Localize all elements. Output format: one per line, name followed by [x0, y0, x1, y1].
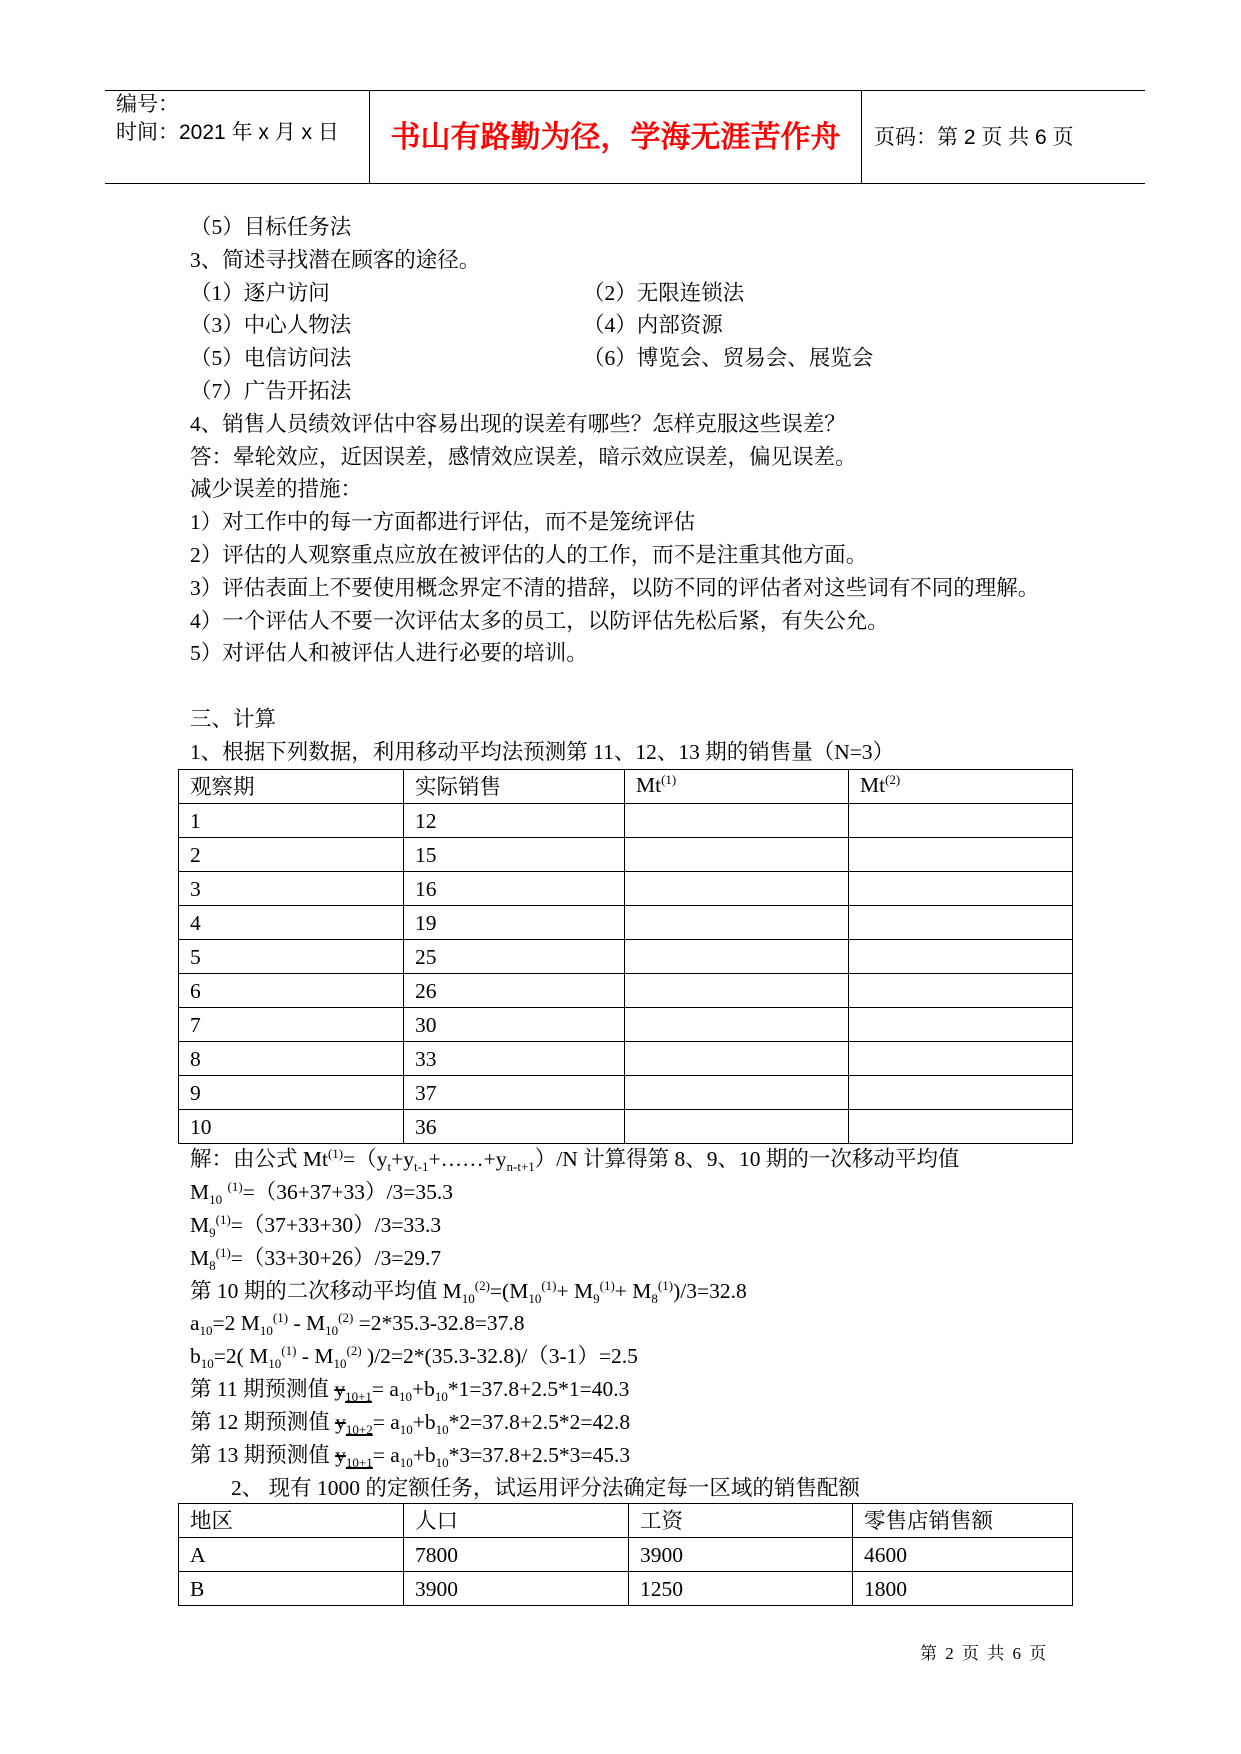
- solution-line-forecast-11: [190, 1373, 959, 1406]
- subscript: 10+1: [345, 1389, 372, 1405]
- mt1-cell: [625, 1042, 849, 1076]
- method-item: （3）中心人物法: [190, 313, 352, 338]
- measure-item: 3）评估表面上不要使用概念界定不清的措辞，以防不同的评估者对这些词有不同的理解。: [190, 575, 1040, 600]
- subscript: n-t+1: [506, 1159, 535, 1174]
- header-superscript: (1): [661, 772, 677, 787]
- subscript: 10: [434, 1389, 448, 1405]
- text: +b: [412, 1443, 436, 1468]
- solution-line-a10: [190, 1307, 959, 1340]
- text: )/2=2*(35.3-32.8)/（3-1）=2.5: [361, 1344, 638, 1369]
- header-bottom-rule: [105, 183, 1145, 184]
- text: )/3=32.8: [673, 1278, 747, 1303]
- table-row: [179, 1042, 1073, 1076]
- subscript: 10: [259, 1323, 273, 1339]
- text: - M: [288, 1311, 326, 1336]
- superscript: (2): [338, 1310, 354, 1326]
- period-cell: 6: [179, 974, 404, 1008]
- header-motto: 书山有路勤为径，学海无涯苦作舟: [390, 121, 841, 154]
- subscript: 10: [199, 1323, 213, 1339]
- text: M: [190, 1212, 210, 1237]
- subscript: 10: [435, 1422, 449, 1438]
- table-header-cell: [404, 770, 625, 804]
- header-text: Mt: [860, 773, 886, 797]
- text: M: [190, 1179, 210, 1204]
- sales-cell: 37: [404, 1076, 625, 1110]
- solution-line-formula: [190, 1143, 959, 1176]
- text: 第 12 期预测值: [190, 1410, 336, 1435]
- question-4: 4、销售人员绩效评估中容易出现的误差有哪些？怎样克服这些误差？: [190, 411, 846, 436]
- text: *2=37.8+2.5*2=42.8: [448, 1410, 631, 1435]
- mt2-cell: [849, 804, 1073, 838]
- header-text: 实际销售: [415, 774, 502, 799]
- forecast-symbol: [335, 1410, 373, 1438]
- text: +b: [412, 1410, 436, 1435]
- solution-line-forecast-13: [190, 1439, 959, 1472]
- sales-cell: 36: [404, 1110, 625, 1144]
- table-row: [179, 1110, 1073, 1144]
- table-row: [179, 872, 1073, 906]
- retail-sales-cell: 4600: [853, 1538, 1073, 1572]
- text: =（y: [343, 1147, 388, 1171]
- subscript: 9: [209, 1224, 216, 1240]
- solution-line-b10: [190, 1340, 959, 1373]
- period-cell: 8: [179, 1042, 404, 1076]
- table-header-cell: 零售店销售额: [853, 1504, 1073, 1538]
- answer-4: 答：晕轮效应，近因误差，感情效应误差，暗示效应误差，偏见误差。: [190, 444, 857, 469]
- mt1-cell: [625, 804, 849, 838]
- table-row: [179, 804, 1073, 838]
- text: =2 M: [212, 1311, 260, 1336]
- text: = a: [372, 1443, 400, 1468]
- wage-cell: 3900: [629, 1538, 853, 1572]
- superscript: (1): [281, 1343, 297, 1359]
- methods-row: [190, 309, 1039, 342]
- region-quota-table: [178, 1503, 1073, 1606]
- measure-item: 5）对评估人和被评估人进行必要的培训。: [190, 641, 588, 666]
- period-cell: 3: [179, 872, 404, 906]
- sales-cell: 16: [404, 872, 625, 906]
- subscript: 10: [268, 1356, 282, 1372]
- method-item: （7）广告开拓法: [190, 378, 352, 403]
- sales-cell: 26: [404, 974, 625, 1008]
- table-row: [179, 1008, 1073, 1042]
- subscript: t-1: [414, 1159, 429, 1174]
- method-item: （5）电信访问法: [190, 346, 352, 371]
- text: *1=37.8+2.5*1=40.3: [447, 1377, 630, 1402]
- text: + M: [556, 1278, 594, 1303]
- table-row: [179, 1076, 1073, 1110]
- text: 第 11 期预测值: [190, 1377, 335, 1402]
- mt2-cell: [849, 974, 1073, 1008]
- sales-cell: 25: [404, 940, 625, 974]
- mt1-cell: [625, 940, 849, 974]
- table-row: [179, 906, 1073, 940]
- population-cell: 7800: [404, 1538, 629, 1572]
- section-three-title: 三、计算: [190, 706, 277, 731]
- subscript: 8: [209, 1257, 216, 1273]
- forecast-symbol: [335, 1443, 373, 1471]
- subscript: 10: [399, 1422, 413, 1438]
- table-header-cell: 地区: [179, 1504, 404, 1538]
- solution-line-m10: [190, 1176, 959, 1209]
- mt2-cell: [849, 872, 1073, 906]
- mt1-cell: [625, 838, 849, 872]
- table-row: [179, 838, 1073, 872]
- text: =2( M: [213, 1344, 269, 1369]
- solution-line-second-average: [190, 1275, 959, 1308]
- subscript: 10: [200, 1356, 214, 1372]
- measure-item: 2）评估的人观察重点应放在被评估的人的工作，而不是注重其他方面。: [190, 542, 868, 567]
- mt1-cell: [625, 906, 849, 940]
- mt1-cell: [625, 872, 849, 906]
- sales-cell: 30: [404, 1008, 625, 1042]
- methods-row: [190, 375, 1039, 408]
- sales-data-table: [178, 769, 1073, 1144]
- header-text: Mt: [636, 773, 662, 797]
- period-cell: 5: [179, 940, 404, 974]
- text: - M: [296, 1344, 334, 1369]
- document-number-label: 编号：: [116, 93, 179, 116]
- solution-line-m8: [190, 1242, 959, 1275]
- text: b: [190, 1344, 201, 1369]
- method-item: （2）无限连锁法: [583, 280, 745, 305]
- method-item: （4）内部资源: [583, 313, 723, 338]
- item-target-task-method: （5）目标任务法: [190, 215, 352, 239]
- text: y: [335, 1443, 346, 1468]
- method-item: （1）逐户访问: [190, 280, 330, 305]
- text: =(M: [489, 1278, 529, 1303]
- text: =2*35.3-32.8=37.8: [353, 1311, 525, 1336]
- mt2-cell: [849, 838, 1073, 872]
- mt2-cell: [849, 940, 1073, 974]
- header-page-label: 页码：第 2 页 共 6 页: [874, 126, 1074, 149]
- table-row: [179, 974, 1073, 1008]
- subscript: 10: [528, 1290, 542, 1306]
- measure-item: 1）对工作中的每一方面都进行评估，而不是笼统评估: [190, 510, 696, 535]
- subscript: 10: [399, 1455, 413, 1471]
- text: M: [190, 1245, 210, 1270]
- blank-line: [190, 670, 1039, 703]
- measure-item: 4）一个评估人不要一次评估太多的员工，以防评估先松后紧，有失公允。: [190, 608, 889, 633]
- retail-sales-cell: 1800: [853, 1572, 1073, 1606]
- mt1-cell: [625, 1110, 849, 1144]
- header-top-rule: [105, 90, 1145, 91]
- mt1-cell: [625, 1076, 849, 1110]
- superscript: (1): [215, 1244, 231, 1260]
- table-header-row: [179, 1504, 1073, 1538]
- table-header-cell: 工资: [629, 1504, 853, 1538]
- period-cell: 7: [179, 1008, 404, 1042]
- sales-cell: 33: [404, 1042, 625, 1076]
- period-cell: 9: [179, 1076, 404, 1110]
- question-3: 3、简述寻找潜在顾客的途径。: [190, 247, 481, 272]
- subscript: 10: [435, 1455, 449, 1471]
- mt2-cell: [849, 1110, 1073, 1144]
- table-header-row: [179, 770, 1073, 804]
- text: 第 13 期预测值: [190, 1443, 336, 1468]
- methods-row: [190, 277, 1039, 310]
- period-cell: 4: [179, 906, 404, 940]
- section-two-content: [190, 211, 1039, 769]
- measures-title: 减少误差的措施：: [190, 477, 363, 502]
- sales-cell: 15: [404, 838, 625, 872]
- subscript: 10: [325, 1323, 339, 1339]
- mt1-cell: [625, 1008, 849, 1042]
- sales-cell: 12: [404, 804, 625, 838]
- methods-row: [190, 342, 1039, 375]
- text: y: [335, 1410, 346, 1435]
- text: =（33+30+26）/3=29.7: [230, 1245, 442, 1270]
- text: + M: [614, 1278, 652, 1303]
- solution-line-m9: [190, 1209, 959, 1242]
- wage-cell: 1250: [629, 1572, 853, 1606]
- forecast-symbol: [334, 1377, 372, 1405]
- header-text: 观察期: [190, 774, 255, 799]
- text: =（37+33+30）/3=33.3: [230, 1212, 442, 1237]
- text: =（36+37+33）/3=35.3: [242, 1179, 454, 1204]
- region-cell: A: [179, 1538, 404, 1572]
- document-time-label: 时间：2021 年 x 月 x 日: [116, 121, 339, 144]
- text: 解：由公式 Mt: [190, 1147, 328, 1171]
- text: = a: [371, 1377, 399, 1402]
- header-divider-right: [861, 90, 862, 184]
- subscript: 8: [651, 1290, 658, 1306]
- superscript: (2): [474, 1277, 490, 1293]
- table-header-cell: 人口: [404, 1504, 629, 1538]
- header-superscript: (2): [885, 772, 901, 787]
- subscript: 10: [461, 1290, 475, 1306]
- table-header-cell: [625, 770, 849, 804]
- region-cell: B: [179, 1572, 404, 1606]
- superscript: (2): [346, 1343, 362, 1359]
- period-cell: 2: [179, 838, 404, 872]
- superscript: (1): [215, 1211, 231, 1227]
- text: +y: [391, 1147, 415, 1171]
- solution-line-forecast-12: [190, 1406, 959, 1439]
- sales-cell: 19: [404, 906, 625, 940]
- question-calc-1: 1、根据下列数据，利用移动平均法预测第 11、12、13 期的销售量（N=3）: [190, 739, 895, 764]
- superscript: (1): [272, 1310, 289, 1326]
- superscript: (1): [541, 1277, 557, 1293]
- table-header-cell: [849, 770, 1073, 804]
- text: ）/N 计算得第 8、9、10 期的一次移动平均值: [534, 1147, 960, 1171]
- subscript: 10: [209, 1191, 223, 1207]
- text: 第 10 期的二次移动平均值 M: [190, 1278, 462, 1303]
- solution-content: [190, 1143, 959, 1505]
- period-cell: 10: [179, 1110, 404, 1144]
- table-row: [179, 1572, 1073, 1606]
- page-footer-number: 第 2 页 共 6 页: [920, 1644, 1049, 1663]
- text: +……+y: [428, 1147, 507, 1171]
- subscript: 10+1: [345, 1455, 373, 1471]
- mt2-cell: [849, 906, 1073, 940]
- superscript: (1): [327, 1146, 344, 1161]
- table-row: [179, 1538, 1073, 1572]
- text: a: [190, 1311, 200, 1336]
- superscript: (1): [657, 1277, 674, 1293]
- text: *3=37.8+2.5*3=45.3: [448, 1443, 631, 1468]
- text: y: [334, 1377, 346, 1402]
- table-row: [179, 940, 1073, 974]
- population-cell: 3900: [404, 1572, 629, 1606]
- mt1-cell: [625, 974, 849, 1008]
- subscript: 10+2: [345, 1422, 373, 1438]
- table-header-cell: [179, 770, 404, 804]
- question-calc-2: 2、 现有 1000 的定额任务，试运用评分法确定每一区域的销售配额: [231, 1475, 860, 1500]
- subscript: t: [387, 1159, 392, 1174]
- subscript: 9: [593, 1290, 600, 1306]
- mt2-cell: [849, 1008, 1073, 1042]
- method-item: （6）博览会、贸易会、展览会: [583, 346, 874, 371]
- period-cell: 1: [179, 804, 404, 838]
- text: = a: [372, 1410, 400, 1435]
- subscript: 10: [333, 1356, 347, 1372]
- superscript: (1): [599, 1277, 615, 1293]
- subscript: 10: [398, 1389, 412, 1405]
- text: +b: [411, 1377, 435, 1402]
- mt2-cell: [849, 1042, 1073, 1076]
- mt2-cell: [849, 1076, 1073, 1110]
- superscript: (1): [227, 1178, 243, 1194]
